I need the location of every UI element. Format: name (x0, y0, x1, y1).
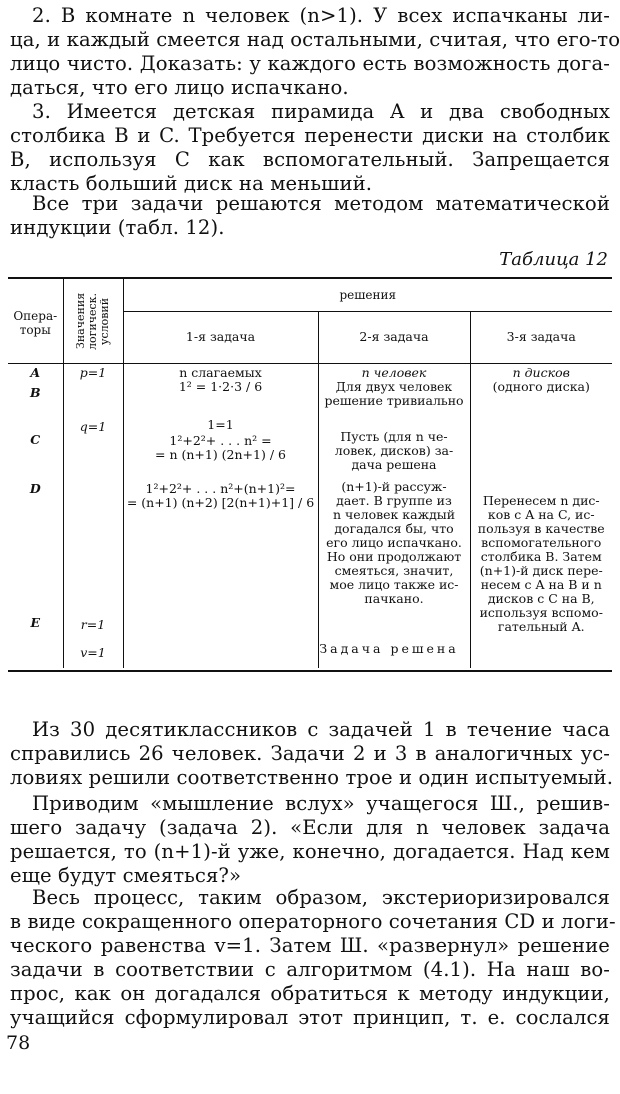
t1-hypothesis-rhs: = n (n+1) (2n+1) / 6 (155, 447, 286, 462)
text-line: дача решена (351, 457, 437, 472)
text-line: n человек каждый (332, 507, 456, 522)
text-line: учащийся сформулировал этот принцип, т. е. сослался (10, 1006, 610, 1029)
text-line: индукции (табл. 12). (10, 216, 225, 239)
t2-trivial: решение тривиально (324, 393, 464, 408)
text-line: Но они продолжают (326, 549, 462, 564)
t1-base-case: 1² = 1·2·3 / 6 (178, 379, 263, 394)
text-line: дает. В группе из (336, 493, 452, 508)
text-line: решается, то (n+1)-й уже, конечно, догадается. Над кем (10, 840, 610, 863)
text-line: мое лицо также ис- (329, 577, 459, 592)
t2-two-people: Для двух человек (335, 379, 453, 394)
text-line: несем с A на B и n (480, 577, 602, 592)
operator-E: E (30, 615, 41, 630)
task-1-column (123, 364, 318, 669)
header-task-3: 3-я задача (470, 311, 612, 363)
t2-step (321, 480, 468, 606)
paragraph-process (10, 886, 616, 1030)
task-2-column (318, 364, 470, 669)
text-line: 3. Имеется детская пирамида A и два свободных (32, 100, 610, 123)
operator-C: C (30, 432, 41, 447)
text-line: Весь процесс, таким образом, экстериоризировался (32, 886, 610, 909)
t1-step-lhs: 1²+2²+ . . . n²+(n+1)²= (145, 481, 296, 496)
text-line: гательный A. (497, 619, 585, 634)
paragraph-task-2 (10, 4, 620, 100)
text-line: дисков с C на B, (487, 591, 595, 606)
text-line: пачкано. (364, 591, 424, 606)
table-caption: Таблица 12 (499, 249, 608, 270)
text-line: прос, как он догадался обратиться к методу индукции, (10, 982, 610, 1005)
paragraph-thinking-aloud (10, 792, 610, 888)
paragraph-task-3 (10, 100, 610, 196)
text-line: Пусть (для n че- (340, 429, 448, 444)
text-line: 2. В комнате n человек (n>1). У всех испачканы ли- (32, 4, 610, 27)
t3-one-disk: (одного диска) (492, 379, 590, 394)
t2-n-people: n человек (361, 365, 427, 380)
text-line: класть больший диск на меньший. (10, 172, 373, 195)
operator-B: B (29, 385, 41, 400)
operator-A: A (30, 365, 41, 380)
text-line: Перенесем n дис- (482, 493, 600, 508)
text-line: B, используя C как вспомогательный. Запрещается (10, 148, 610, 171)
t1-n-terms: n слагаемых (179, 365, 262, 380)
text-line: ков с A на C, ис- (487, 507, 595, 522)
operator-D: D (29, 481, 41, 496)
header-operators (8, 278, 63, 364)
header-task-1: 1-я задача (123, 311, 318, 363)
operators-column (8, 364, 63, 669)
text-line: Из 30 десятиклассников с задачей 1 в течение часа (32, 718, 610, 741)
text-line: шего задачу (задача 2). «Если для n человек задача (10, 816, 610, 839)
condition-p: p=1 (79, 365, 107, 380)
text-line: его лицо испачкано. (326, 535, 462, 550)
page-number: 78 (6, 1032, 31, 1054)
text-line: смеяться, значит, (334, 563, 454, 578)
text-line: вспомогательного (481, 535, 602, 550)
header-operators-label: Опера- торы (13, 309, 58, 337)
text-line: ца, и каждый смеется над остальными, считая, что его-то (10, 28, 620, 51)
task-3-column (470, 364, 612, 669)
t3-step (473, 494, 611, 634)
text-line: задачи в соответствии с алгоритмом (4.1). На наш во- (10, 958, 610, 981)
text-line: столбика B. Затем (480, 549, 602, 564)
text-line: (n+1)-й диск пере- (479, 563, 603, 578)
conditions-column (63, 364, 123, 669)
t1-step-rhs: = (n+1) (n+2) [2(n+1)+1] / 6 (126, 495, 315, 510)
text-line: Приводим «мышление вслух» учащегося Ш., решив- (32, 792, 610, 815)
text-line: даться, что его лицо испачкано. (10, 76, 349, 99)
text-line: догадался бы, что (334, 521, 454, 536)
header-task-2: 2-я задача (318, 311, 470, 363)
text-line: столбика B и C. Требуется перенести диски на столбик (10, 124, 610, 147)
paragraph-induction (10, 192, 610, 240)
t1-identity: 1=1 (207, 417, 234, 432)
task-solved-label: Задача решена (319, 641, 459, 656)
text-line: лицо чисто. Доказать: у каждого есть возможность дога- (10, 52, 610, 75)
text-line: ловек, дисков) за- (334, 443, 454, 458)
t2-hypothesis (321, 430, 468, 472)
header-values (63, 278, 123, 364)
t1-hypothesis-lhs: 1²+2²+ . . . n² = (169, 433, 272, 448)
text-line: (n+1)-й рассуж- (341, 479, 447, 494)
text-line: Все три задачи решаются методом математической (32, 192, 610, 215)
condition-v: v=1 (80, 645, 106, 660)
text-line: еще будут смеяться?» (10, 864, 242, 887)
t3-n-disks: n дисков (512, 365, 570, 380)
header-solutions: решения (123, 278, 612, 311)
text-line: используя вспомо- (479, 605, 603, 620)
text-line: ловиях решили соответственно трое и один испытуемый. (10, 766, 614, 789)
text-line: справились 26 человек. Задачи 2 и 3 в аналогичных ус- (10, 742, 610, 765)
header-values-label: Значения логическ. условий (74, 292, 111, 350)
condition-r: r=1 (80, 617, 106, 632)
condition-q: q=1 (79, 419, 107, 434)
text-line: в виде сокращенного операторного сочетания CD и логи- (10, 910, 616, 933)
text-line: ческого равенства v=1. Затем Ш. «развернул» решение (10, 934, 610, 957)
text-line: пользуя в качестве (477, 521, 605, 536)
paragraph-results (10, 718, 614, 790)
table-12 (8, 277, 612, 672)
